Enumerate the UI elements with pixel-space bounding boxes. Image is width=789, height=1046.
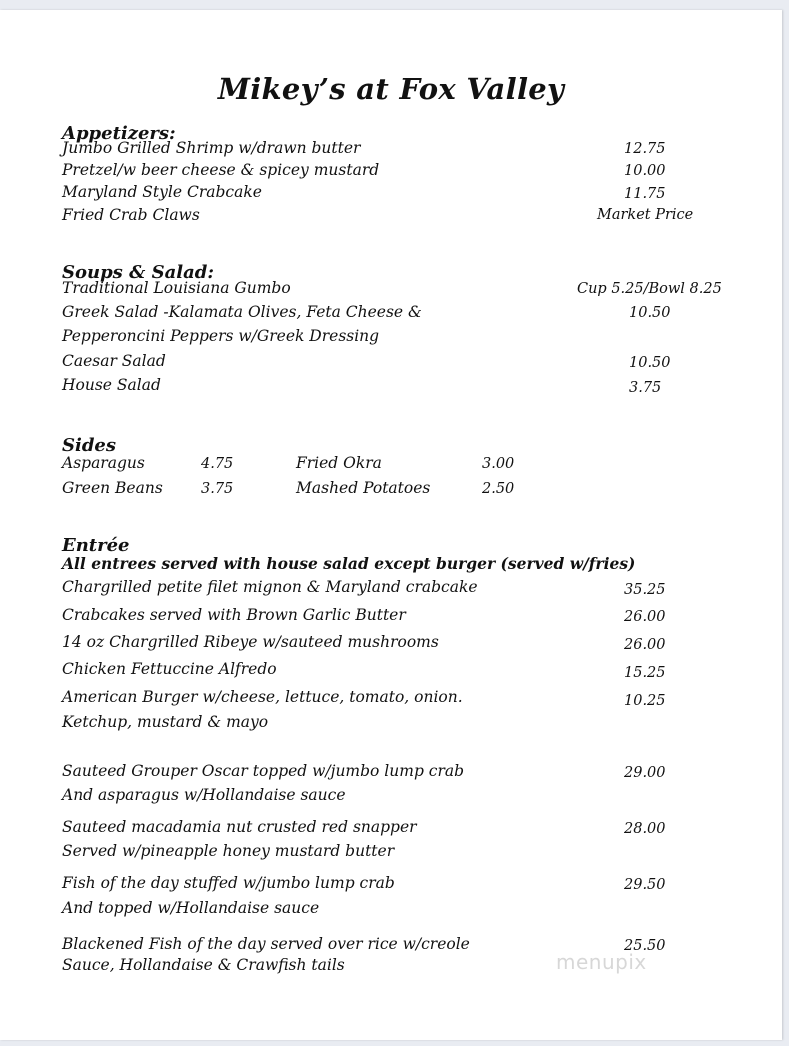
menu-item-price: 26.00 (624, 609, 666, 625)
menu-item-name: Fried Crab Claws (62, 206, 200, 224)
side-item-price: 4.75 (201, 456, 234, 472)
entree-heading: Entrée (62, 535, 130, 556)
menu-item-price: Cup 5.25/Bowl 8.25 (577, 281, 722, 297)
menu-item-price: 25.50 (624, 938, 666, 954)
menu-item-price: 10.25 (624, 693, 666, 709)
menu-item-price: 3.75 (629, 380, 662, 396)
menu-item-price: 10.50 (629, 305, 671, 321)
menu-item-price: 10.50 (629, 355, 671, 371)
menu-item-name-line2: And asparagus w/Hollandaise sauce (62, 786, 346, 804)
side-item-price: 3.00 (482, 456, 515, 472)
menu-item-price: 35.25 (624, 582, 666, 598)
appetizers-heading: Appetizers: (62, 123, 176, 144)
menu-item-price: 29.00 (624, 765, 666, 781)
side-item-price: 2.50 (482, 481, 515, 497)
menu-item-name: Sauteed Grouper Oscar topped w/jumbo lump crab (62, 762, 465, 780)
entree-note: All entrees served with house salad except burger (served w/fries) (62, 554, 636, 573)
menu-item-name: American Burger w/cheese, lettuce, tomato, onion. (62, 688, 463, 706)
menu-item-name: Blackened Fish of the day served over rice w/creole (62, 935, 470, 953)
menu-item-name: Chargrilled petite filet mignon & Maryland crabcake (62, 578, 478, 596)
menu-item-name: House Salad (62, 376, 161, 394)
menu-item-price: 11.75 (624, 186, 666, 202)
side-item-name: Mashed Potatoes (296, 479, 431, 497)
menu-item-name: Maryland Style Crabcake (62, 183, 262, 201)
side-item-price: 3.75 (201, 481, 234, 497)
restaurant-title: Mikey’s at Fox Valley (217, 72, 565, 106)
menu-item-name: Greek Salad -Kalamata Olives, Feta Cheese & (62, 303, 422, 321)
menupix-watermark: menupix (556, 950, 647, 974)
menu-item-name-line2: And topped w/Hollandaise sauce (62, 899, 320, 917)
menu-item-price: Market Price (597, 207, 694, 223)
menu-item-name: Pretzel/w beer cheese & spicey mustard (62, 161, 380, 179)
menu-item-name: 14 oz Chargrilled Ribeye w/sauteed mushrooms (62, 633, 439, 651)
menu-item-price: 26.00 (624, 637, 666, 653)
menu-item-name: Jumbo Grilled Shrimp w/drawn butter (62, 139, 361, 157)
side-item-name: Fried Okra (296, 454, 382, 472)
menu-item-name-line2: Ketchup, mustard & mayo (62, 713, 269, 731)
menu-item-name: Crabcakes served with Brown Garlic Butter (62, 606, 406, 624)
menu-item-name: Chicken Fettuccine Alfredo (62, 660, 277, 678)
menu-item-price: 28.00 (624, 821, 666, 837)
menu-page (0, 10, 782, 1040)
menu-item-name-line2: Pepperoncini Peppers w/Greek Dressing (62, 327, 380, 345)
menu-item-name: Caesar Salad (62, 352, 166, 370)
menu-item-price: 15.25 (624, 665, 666, 681)
menu-item-price: 29.50 (624, 877, 666, 893)
menu-item-price: 12.75 (624, 141, 666, 157)
sides-heading: Sides (62, 435, 117, 456)
menu-item-name-line2: Served w/pineapple honey mustard butter (62, 842, 395, 860)
menu-item-price: 10.00 (624, 163, 666, 179)
side-item-name: Asparagus (62, 454, 145, 472)
menu-item-name: Fish of the day stuffed w/jumbo lump crab (62, 874, 395, 892)
menu-item-name: Sauteed macadamia nut crusted red snapper (62, 818, 417, 836)
menu-item-name-line2: Sauce, Hollandaise & Crawfish tails (62, 956, 345, 974)
side-item-name: Green Beans (62, 479, 163, 497)
soups-heading: Soups & Salad: (62, 262, 214, 283)
menu-item-name: Traditional Louisiana Gumbo (62, 279, 291, 297)
